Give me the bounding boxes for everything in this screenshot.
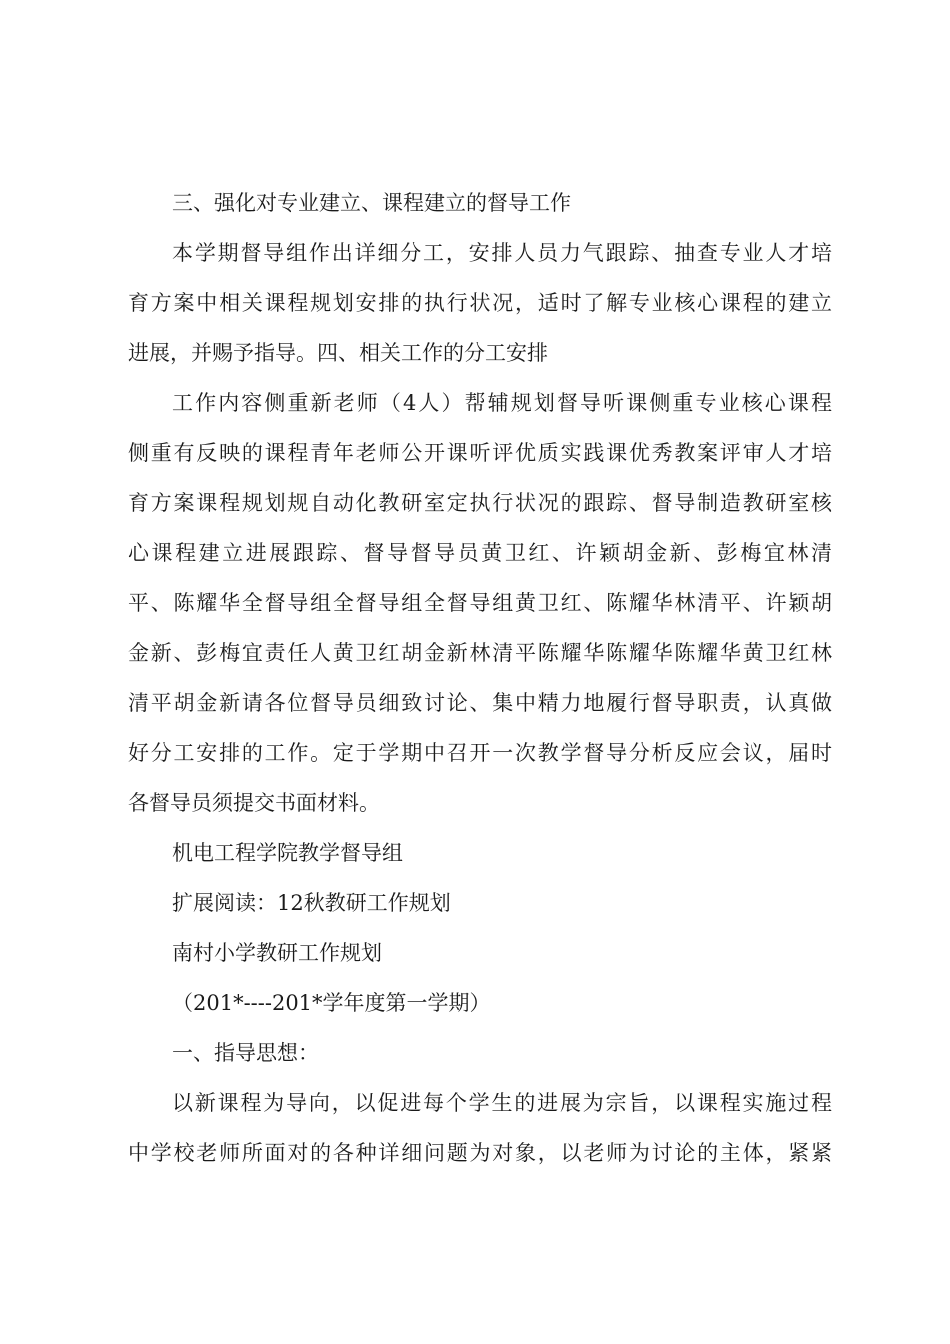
- paragraph-line: 育方案中相关课程规划安排的执行状况，适时了解专业核心课程的建立: [128, 291, 832, 315]
- paragraph-work-assignment: [128, 378, 832, 828]
- paragraph-line: 侧重有反映的课程青年老师公开课听评优质实践课优秀教案评审人才培: [128, 441, 832, 465]
- paragraph-line: 清平胡金新请各位督导员细致讨论、集中精力地履行督导职责，认真做: [128, 691, 832, 715]
- section-heading: 三、强化对专业建立、课程建立的督导工作: [172, 191, 571, 215]
- paragraph-guiding-ideology: [128, 1078, 832, 1178]
- paragraph-line: 各督导员须提交书面材料。: [128, 791, 380, 815]
- document-body: [128, 178, 832, 1178]
- paragraph-line: 进展，并赐予指导。四、相关工作的分工安排: [128, 341, 548, 365]
- paragraph-line: 育方案课程规划规自动化教研室定执行状况的跟踪、督导制造教研室核: [128, 491, 832, 515]
- paragraph-line: 中学校老师所面对的各种详细问题为对象，以老师为讨论的主体，紧紧: [128, 1141, 832, 1165]
- section-heading: 一、指导思想：: [172, 1041, 319, 1065]
- paragraph-line: 好分工安排的工作。定于学期中召开一次教学督导分析反应会议，届时: [128, 741, 832, 765]
- paragraph-line: 心课程建立进展跟踪、督导督导员黄卫红、许颖胡金新、彭梅宜林清: [128, 541, 832, 565]
- paragraph-supervision-division: [128, 228, 832, 378]
- document-period: （201*----201*学年度第一学期）: [172, 991, 491, 1015]
- paragraph-line: 平、陈耀华全督导组全督导组全督导组黄卫红、陈耀华林清平、许颖胡: [128, 591, 832, 615]
- paragraph-line: 金新、彭梅宜责任人黄卫红胡金新林清平陈耀华陈耀华陈耀华黄卫红林: [128, 641, 832, 665]
- paragraph-line: 以新课程为导向，以促进每个学生的进展为宗旨，以课程实施过程: [172, 1091, 832, 1115]
- signature: 机电工程学院教学督导组: [172, 841, 403, 865]
- paragraph-line: 本学期督导组作出详细分工，安排人员力气跟踪、抽查专业人才培: [172, 241, 832, 265]
- document-title: 南村小学教研工作规划: [172, 941, 382, 965]
- paragraph-line: 工作内容侧重新老师（4人）帮辅规划督导听课侧重专业核心课程: [172, 391, 832, 415]
- extended-reading-label: 扩展阅读：12秋教研工作规划: [172, 891, 451, 915]
